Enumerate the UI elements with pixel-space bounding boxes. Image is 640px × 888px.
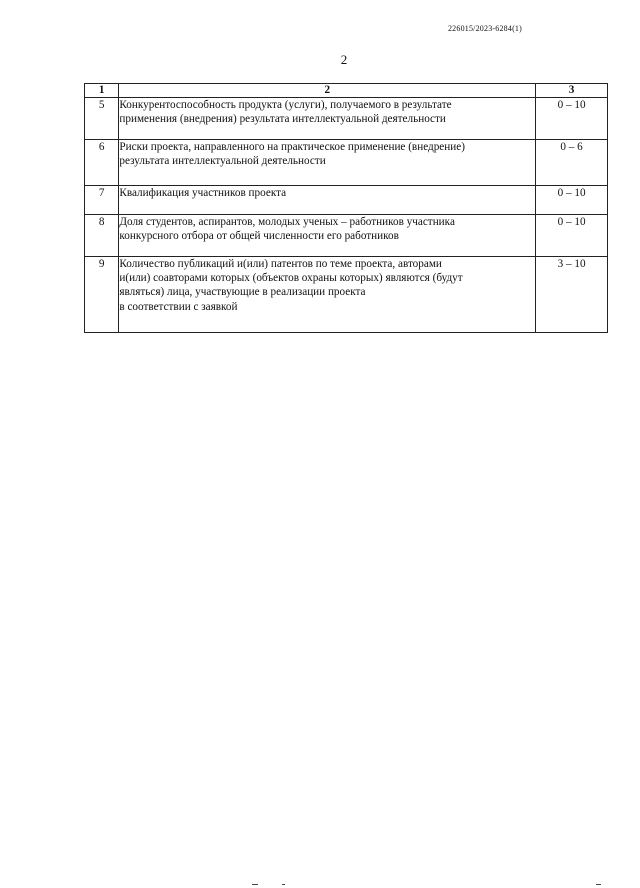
criterion-line: Конкурентоспособность продукта (услуги), получаемого в результате — [119, 99, 452, 111]
criterion-line: Квалификация участников проекта — [119, 187, 287, 199]
score-range: 3 – 10 — [536, 257, 608, 333]
score-range: 0 – 10 — [536, 186, 608, 215]
row-number: 5 — [85, 98, 119, 140]
table-row — [85, 215, 608, 257]
criterion-line: в соответствии с заявкой — [119, 300, 238, 313]
criterion-line: Доля студентов, аспирантов, молодых ученых – работников участника — [119, 216, 455, 228]
table-row — [85, 140, 608, 186]
criterion-line: конкурсного отбора от общей численности его работников — [119, 230, 399, 243]
table-row — [85, 98, 608, 140]
criteria-table — [84, 83, 608, 333]
criterion-line: являться) лица, участвующие в реализации проекта — [119, 286, 366, 299]
criterion-text — [119, 215, 536, 257]
page-number: 2 — [340, 52, 348, 67]
table-row — [85, 257, 608, 333]
header-col-3: 3 — [536, 84, 608, 98]
scan-artifact-mark — [282, 884, 285, 885]
document-id: 226015/2023-6284(1) — [447, 24, 522, 33]
header-col-1: 1 — [85, 84, 119, 98]
criterion-line: и(или) соавторами которых (объектов охраны которых) являются (будут — [119, 272, 463, 285]
header-col-2: 2 — [119, 84, 536, 98]
row-number: 6 — [85, 140, 119, 186]
criterion-line: результата интеллектуальной деятельности — [119, 155, 326, 168]
row-number: 8 — [85, 215, 119, 257]
score-range: 0 – 6 — [536, 140, 608, 186]
score-range: 0 – 10 — [536, 98, 608, 140]
criterion-line: Количество публикаций и(или) патентов по теме проекта, авторами — [119, 258, 442, 270]
criterion-text — [119, 257, 536, 333]
criterion-line: применения (внедрения) результата интеллектуальной деятельности — [119, 113, 446, 126]
criterion-text — [119, 140, 536, 186]
criterion-text — [119, 186, 536, 215]
criterion-line: Риски проекта, направленного на практическое применение (внедрение) — [119, 141, 465, 153]
criterion-text — [119, 98, 536, 140]
row-number: 7 — [85, 186, 119, 215]
table-header-row — [85, 84, 608, 98]
table-row — [85, 186, 608, 215]
score-range: 0 – 10 — [536, 215, 608, 257]
scan-artifact-mark — [596, 884, 601, 885]
row-number: 9 — [85, 257, 119, 333]
scan-artifact-mark — [252, 884, 258, 885]
